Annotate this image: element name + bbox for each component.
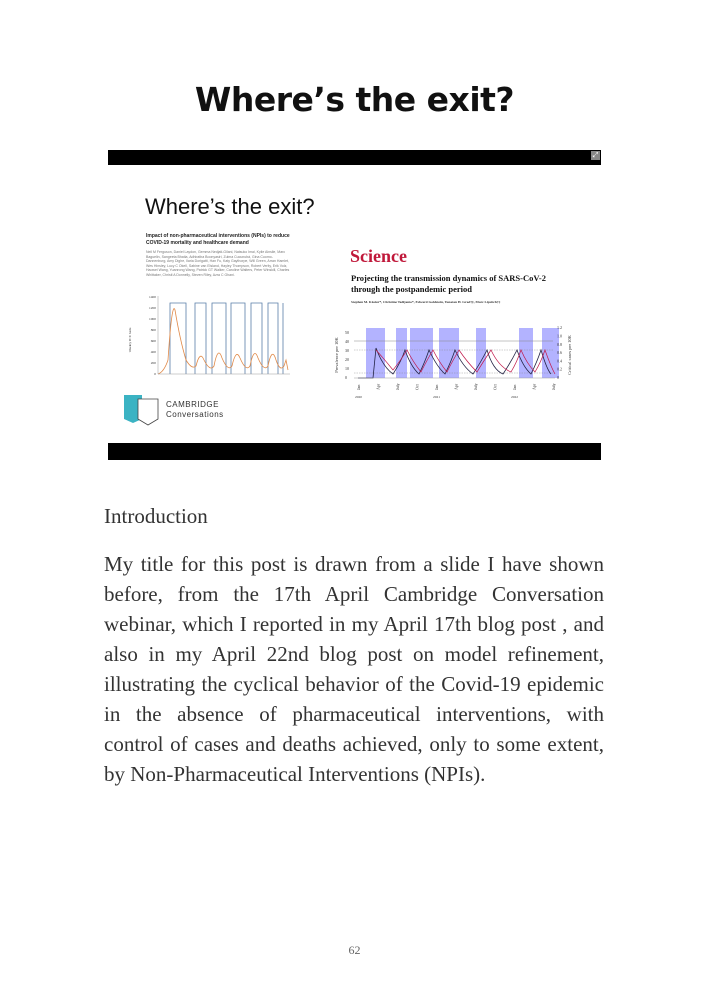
right-chart-xtick: July [473,383,478,390]
right-chart-ytick-right: 0.4 [557,358,562,364]
left-chart-ytick: 0 [154,372,156,376]
right-chart-xtick: July [551,383,556,390]
right-chart-ytick-right: 0.2 [557,366,562,372]
left-chart-ytick: 400 [150,350,156,354]
left-chart-ylabel: Weekly ICU beds [128,327,132,353]
page-number: 62 [348,943,361,957]
slide-title: Where’s the exit? [145,194,315,219]
science-logo: Science [350,246,407,266]
right-chart-xtick: Apr [531,383,537,390]
right-chart-ytick-left: 40 [345,339,349,344]
right-chart-ytick-left: 20 [345,357,349,362]
right-chart-ytick-left: 30 [345,348,349,353]
right-chart-ylabel-right: Critical cases per 10K [567,335,572,375]
left-paper-authors: Neil M Ferguson, Daniel Laydon, Gemma Nedjati-Gilani, Natsuko Imai, Kylie Ainslie, Marc Baguelin, Sangeeta Bhatia, Adhiratha Boonyasiri, Zulma Cucunubá, Gina Cuomo-Dannenburg, Amy Dighe, Ilaria Dorigatti, Han Fu, Katy Gaythorpe, Will Green, Arran Hamlet, Wes Hinsley, Lucy C Okell, Sabine van Elsland, Hayley Thompson, Robert Verity, Erik Volz, Haowei Wang, Yuanrong Wang, Patrick GT Walker, Caroline Walters, Peter Winskill, Charles Whittaker, Christl A Donnelly, Steven Riley, Azra C Ghani. [146,250,290,277]
video-top-bar [108,150,601,165]
right-chart-xtick: Oct [414,384,420,390]
left-icu-chart [128,290,293,390]
right-chart-xtick: July [395,383,400,390]
right-chart-ytick-right: 1.2 [557,325,562,331]
right-chart-xtick: Jan [434,384,439,390]
right-chart-xtick: Apr [375,383,381,390]
right-chart-ylabel-left: Prevalence per 10K [334,337,339,373]
right-chart-ytick-right: 0.6 [557,350,562,356]
right-chart-ytick-right: 0 [557,375,559,380]
page-title: Where’s the exit? [194,80,515,119]
left-chart-ytick: 800 [150,328,156,332]
brand-line-2: Conversations [166,410,224,419]
left-chart-ytick: 1400 [149,295,156,299]
right-chart-year: 2021 [433,395,440,399]
right-paper-title: Projecting the transmission dynamics of SARS-CoV-2 through the postpandemic period [351,273,546,294]
left-chart-ytick: 200 [150,361,156,365]
npi-periods [170,303,283,374]
cambridge-shield-logo [124,395,164,427]
right-chart-xtick: Jan [356,384,361,390]
right-paper-authors: Stephen M. Kissler*, Christine Tedijanto*, Edward Goldstein, Yonatan H. Grad†‡, Marc Lipsitch†‡ [351,300,501,304]
right-chart-xtick: Oct [492,384,498,390]
brand-line-1: CAMBRIDGE [166,400,219,409]
right-chart-ytick-left: 50 [345,330,349,335]
right-chart-xtick: Apr [453,383,459,390]
embedded-slide-image [108,150,601,460]
right-chart-year: 2022 [511,395,518,399]
right-chart-year: 2020 [355,395,362,399]
left-chart-ytick: 1200 [149,306,156,310]
body-paragraph: My title for this post is drawn from a slide I have shown before, from the 17th April Cambridge Conversation webinar, which I reported in my April 17th blog post , and also in my April 22nd blog post on model refinement, illustrating the cyclical behavior of the Covid-19 epidemic in the absence of pharmaceutical interventions, with control of cases and deaths achieved, only to some extent, by Non-Pharmaceutical Interventions (NPIs). [104,552,604,786]
right-transmission-chart [333,322,573,402]
right-chart-ytick-left: 10 [345,366,349,371]
left-paper-title: Impact of non-pharmaceutical interventions (NPIs) to reduce COVID-19 mortality and healthcare demand [146,233,290,246]
expand-icon[interactable]: ⤢ [592,151,599,159]
video-bottom-bar [108,443,601,460]
icu-demand-line [158,309,288,374]
right-chart-ytick-right: 1.0 [557,333,562,339]
right-chart-xtick: Jan [512,384,517,390]
right-chart-ytick-right: 0.8 [557,341,562,347]
section-heading: Introduction [104,504,208,528]
left-chart-ytick: 600 [150,339,156,343]
cambridge-conversations-brand [166,400,224,420]
left-chart-ytick: 1000 [149,317,156,321]
right-chart-ytick-left: 0 [345,375,347,380]
